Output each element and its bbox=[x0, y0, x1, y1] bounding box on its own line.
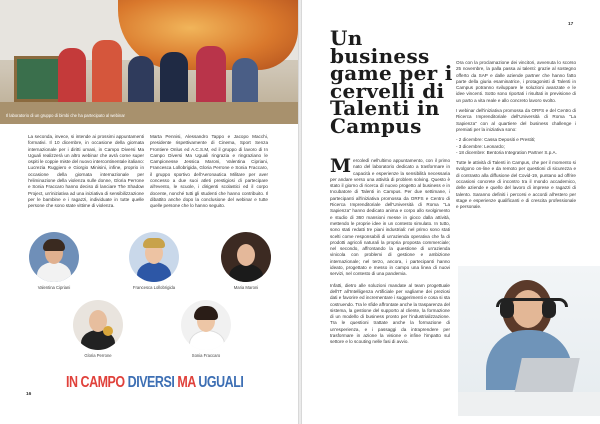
left-column-1 bbox=[28, 134, 144, 214]
portrait-card bbox=[26, 232, 82, 290]
portrait-name: Francesca Lollobrigida bbox=[132, 285, 176, 290]
winner-item: - 2 dicembre: Cassa Depositi e Prestiti; bbox=[456, 137, 536, 143]
right-page bbox=[302, 0, 600, 424]
title-line: Un bbox=[330, 26, 363, 50]
article-paragraph: Tutte le attività di Talenti in Campus, che per il momento si svolgono on-line e da remoto per questioni di sicurezza e di contrasto alla diffusione del Covid-19, puntano ad offrire occasioni concrete di incontro tra il mondo accademico, delle aziende e quello del lavoro di imprese e ragazzi di talento. Saranno definiti i percorsi e accordi all'estero per stage e esperienze qualificanti e di crescita professionale e personale. bbox=[456, 160, 576, 210]
portrait-name: Valentina Cipriani bbox=[37, 285, 71, 290]
title-line: cervelli di bbox=[330, 78, 445, 103]
left-page bbox=[0, 0, 298, 424]
article-paragraph: Ora con la proclamazione dei vincitori, avvenuta lo scorso 25 novembre, la palla passa ai talenti: grazie al sostegno offerto da SAP e dalle aziende partner che hanno fatto parte della giuria esaminatrice, i protagonisti di Talenti in Campus potranno sviluppare le soluzioni avanzate e le idee vincenti. Sotto sono riportati i risultati in previsione di un parto a vita reale e allo concreto lavoro svolto. bbox=[456, 60, 576, 103]
portrait-name: Gloria Perrone bbox=[84, 353, 112, 358]
dropcap: M bbox=[330, 155, 352, 177]
title-line: Campus bbox=[330, 113, 422, 138]
title-line: business bbox=[330, 43, 430, 68]
portrait-card bbox=[70, 300, 126, 358]
portrait-name: Maria Maroni bbox=[233, 285, 259, 290]
winner-item: - 18 dicembre: Bentoria Integration Partner S.p.A. bbox=[456, 149, 557, 155]
slogan-part: MA bbox=[177, 374, 199, 391]
slogan-part: UGUALI bbox=[198, 374, 244, 391]
avatar bbox=[181, 300, 231, 350]
portrait-name: Sonia Fraccaro bbox=[191, 353, 221, 358]
avatar bbox=[29, 232, 79, 282]
article-paragraph: I webinar dell'iniziativa promossa da ORFS e del Centro di Ricerca Imprenditoriale dell'Università di Roma "La Sapienza" con al quartiere del business challenge i premiati per la iniziativa sono: bbox=[456, 108, 576, 132]
left-column-2-text: Marta Pennisi, Alessandro Tappo e Jacopo Macchi, presidente rispettivamente di Cinema, Sport Senza Frontiere Onlus ed A.C.S.M, ed il gruppo di lavoro di In Campo Diversi Ma Uguali ringrazia e ringraziano le Campionesse Jessica Maroni, Valentina Cipriani, Francesca Lollobrigida, Gloria Perrone e Sonia Fraccaro, il gruppo sportivo dell'Aeronautica Militare per aver concesso a due suoi atleti prestigiosi di partecipare all'evento, le scuole, i dirigenti scolastici ed il corpo docente, nonché tutti gli studenti che hanno contribuito. Il dibattito anche dopo la conclusione del webinar e tutte quelle persone che lo hanno seguito. bbox=[150, 134, 268, 209]
article-paragraph: Infatti, dietro alle soluzioni mandate al team progettuale dell'IT all'Intelligenza Artificiale per vagliarne dei preziosi dati e favorire ed incrementare i suggerimenti e cosa si sta costruendo. Tra le sfide affrontate anche la trasparenza del sistema, la gestione del supporto al cliente, la formazione di un modello di business pronto per l'industrializzazione. Tra le questioni trattate anche la formazione di un'esperienza, e i passaggi da intraprendere per trasformare in azione la visione e infine l'impatto sul settore e lo scouting nelle fasi di avvio. bbox=[330, 282, 450, 345]
title-line: Talenti in bbox=[330, 96, 440, 120]
photo-caption: Il laboratorio di un gruppo di bimbi che ha partecipato al webinar bbox=[6, 113, 125, 118]
page-number: 17 bbox=[568, 22, 574, 27]
avatar bbox=[129, 232, 179, 282]
avatar bbox=[221, 232, 271, 282]
campaign-slogan bbox=[66, 374, 243, 392]
woman-laptop-photo bbox=[458, 266, 600, 416]
article-body-left bbox=[330, 155, 450, 350]
article-body-right bbox=[456, 60, 576, 215]
portrait-card bbox=[126, 232, 182, 290]
classroom-photo bbox=[0, 0, 298, 124]
left-column-1-text: La seconda, invece, si intende ai prossimi appuntamenti formativi. Il 10 dicembre, in occasione della giornata internazionale per i diritti umani, in Campo Diversi Ma Uguali realizzerà un altro webinar che avrà come super ospiti le coppie miste del nuovo intercontinentale italiano: Lucrezia Ruggiero e Giorgio Minisini, infine, proprio in occasione della giornata internazionale per l'eliminazione della violenza sulle donne, Gloria Perrone e Sonia Fraccaro hanno deciso di lanciare The Shadow Project, un'iniziativa ad una iniziativa di sensibilizzazione per le bambine e i ragazzi, individuate in tutte quelle persone che sono state vittime di violenza. bbox=[28, 134, 144, 209]
article-paragraph: ercoledì nell'ultimo appuntamento, con il primo nato del laboratorio dedicato a trasformare in capacità e esperienze la sensibilità necessaria per andare verso una attività di problem solving. Questo è stato il giorno di ricerca di nuovo progetto al business e in Incubatore di Talenti in Campus. Per due settimane, i partecipanti all'iniziativa promossa da ORFS e Centro di Ricerca Imprenditoriale dell'Università di Roma "La Sapienza" hanno dedicato anima e corpo allo svolgimento e studio di 360 mansioni messe in gioco dalla attività, mettendo le proprie idee in un contesto simulato. In tutto, sono stati redatti tre piani industriali: nel primo sono stati scelti come responsabili di un'azienda operativa che fa di prodotti agricoli naturali la propria proposta commerciale; nel secondo, affrontando la questione di un'azienda vinicola con problemi di gestione e ambizione internazionale; nel terzo, ancora, i partecipanti hanno ideato, progettato e messo in campo una linea di nuovi servizi, nel contesto di una pandemia. bbox=[330, 158, 450, 277]
winner-item: - 3 dicembre: Leonardo; bbox=[456, 143, 505, 149]
slogan-part: IN CAMPO bbox=[66, 374, 128, 391]
portrait-card bbox=[218, 232, 274, 290]
avatar bbox=[73, 300, 123, 350]
portrait-card bbox=[178, 300, 234, 358]
slogan-part: DIVERSI bbox=[127, 374, 178, 391]
page-number: 16 bbox=[26, 392, 32, 397]
title-line: game per i bbox=[330, 61, 453, 85]
left-column-2 bbox=[150, 134, 268, 214]
